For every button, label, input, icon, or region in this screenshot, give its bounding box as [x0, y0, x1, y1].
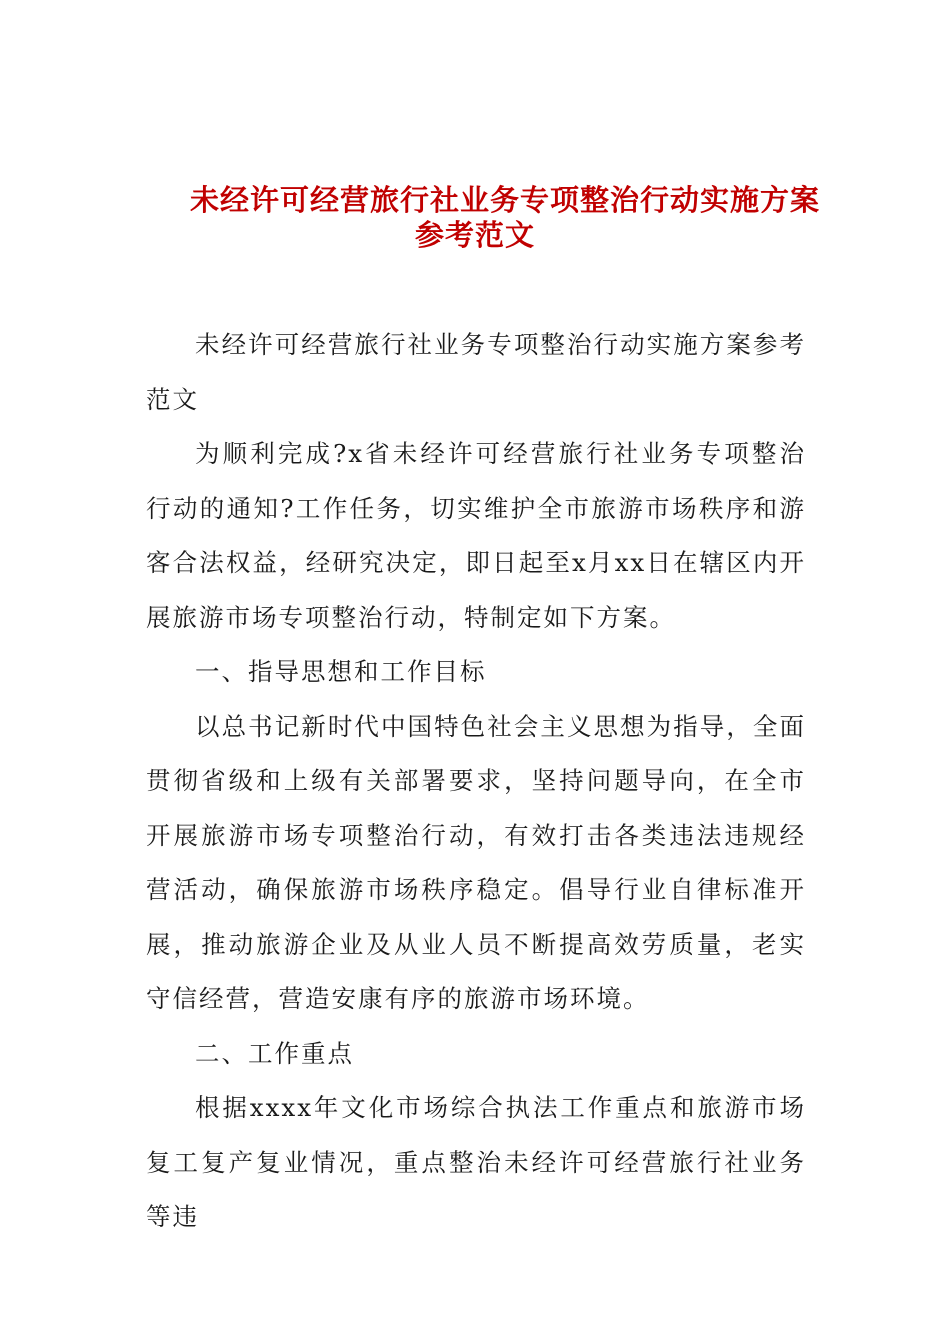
paragraph-subtitle: 未经许可经营旅行社业务专项整治行动实施方案参考范文	[146, 330, 806, 414]
section-heading-2: 二、工作重点	[195, 1038, 354, 1068]
paragraph-section-1: 以总书记新时代中国特色社会主义思想为指导，全面贯彻省级和上级有关部署要求，坚持问题导向，在全市开展旅游市场专项整治行动，有效打击各类违法违规经营活动，确保旅游市场秩序稳定。倡导行业自律标准开展，推动旅游企业及从业人员不断提高效劳质量，老实守信经营，营造安康有序的旅游市场环境。	[146, 711, 806, 1013]
document-title-line-2: 参考范文	[414, 218, 535, 252]
section-heading-1: 一、指导思想和工作目标	[195, 657, 487, 686]
paragraph-section-2: 根据xxxx年文化市场综合执法工作重点和旅游市场复工复产复业情况，重点整治未经许可经营旅行社业务等违	[146, 1093, 806, 1231]
document-body	[146, 318, 806, 1245]
paragraph-intro: 为顺利完成?x省未经许可经营旅行社业务专项整治行动的通知?工作任务，切实维护全市旅游市场秩序和游客合法权益，经研究决定，即日起至x月xx日在辖区内开展旅游市场专项整治行动，特制定如下方案。	[146, 439, 806, 632]
document-title-line-1: 未经许可经营旅行社业务专项整治行动实施方案	[189, 183, 820, 217]
